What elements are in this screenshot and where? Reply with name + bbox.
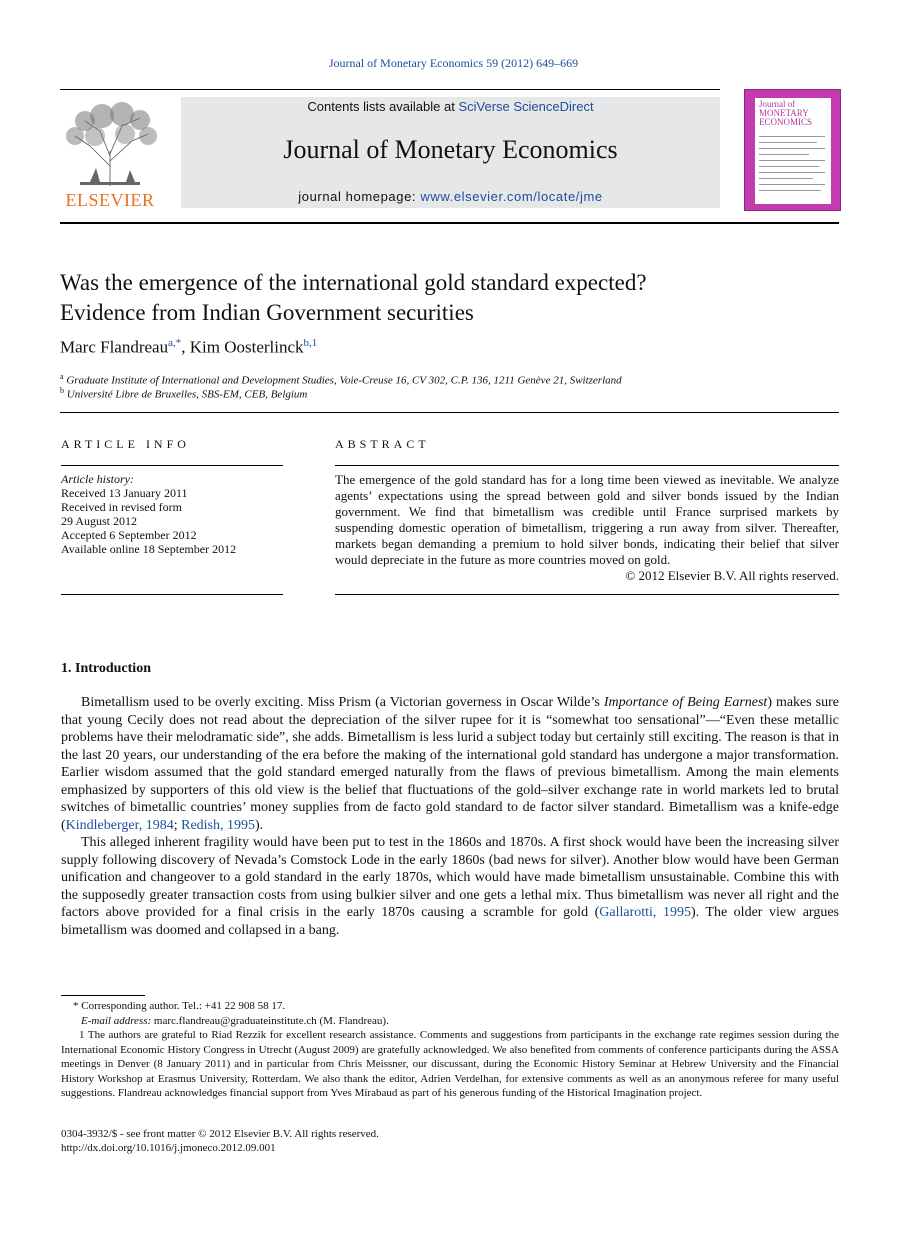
- history-item: 29 August 2012: [61, 514, 138, 528]
- abstract-heading: ABSTRACT: [335, 437, 430, 451]
- journal-citation[interactable]: Journal of Monetary Economics 59 (2012) 649–669: [328, 56, 579, 70]
- article-history: [61, 472, 283, 556]
- affiliation-text: Graduate Institute of International and Development Studies, Voie-Creuse 16, CV 302, C.P. 136, 1211 Genève 21, Switzerland: [66, 374, 622, 387]
- article-title: [60, 268, 850, 328]
- introduction-body: [61, 694, 839, 939]
- contents-prefix: Contents lists available at: [307, 99, 459, 114]
- elsevier-logo: [60, 96, 160, 210]
- homepage-line: [181, 189, 720, 204]
- front-matter: [61, 1127, 561, 1155]
- history-item: Available online 18 September 2012: [61, 542, 237, 556]
- email-address[interactable]: marc.flandreau@graduateinstitute.ch (M. Flandreau).: [153, 1014, 389, 1027]
- cover-title-line2: MONETARY: [759, 108, 809, 118]
- abstract-body: [335, 472, 839, 584]
- paragraph: [61, 834, 839, 939]
- citation-link[interactable]: Kindleberger, 1984: [65, 817, 174, 833]
- abstract-copyright: © 2012 Elsevier B.V. All rights reserved.: [625, 568, 839, 583]
- history-item: Received 13 January 2011: [61, 486, 188, 500]
- sciencedirect-link[interactable]: SciVerse ScienceDirect: [458, 99, 594, 114]
- affiliation: [60, 384, 840, 402]
- author-marks[interactable]: a,*: [168, 337, 182, 349]
- text-run: ).: [255, 817, 264, 833]
- abstract-text: The emergence of the gold standard has for a long time been viewed as inevitable. We analyze agents’ expectations using the spread between gold and silver bonds issued by the Indian government. We find that bimetallism was credible until France surprised markets by suspending domestic operation of bimetallism, triggering a run away from silver. Thereafter, markets began demanding a premium to hold silver bonds, indicating their belief that silver would depreciate in the future as more countries moved on gold.: [335, 472, 839, 567]
- title-line-1: Was the emergence of the international gold standard expected?: [60, 270, 647, 295]
- publisher-name: ELSEVIER: [65, 190, 155, 210]
- italic-title: Importance of Being Earnest: [603, 695, 768, 710]
- footnote-rule: [61, 995, 145, 996]
- header-top-rule: [60, 89, 720, 90]
- text-run: ). The older view argues bimetallism was doomed and collapsed in a bang.: [61, 905, 839, 938]
- text-run: ;: [173, 817, 182, 833]
- author-name: Kim Oosterlinck: [189, 337, 304, 357]
- citation-link[interactable]: Gallarotti, 1995: [599, 905, 691, 920]
- history-item: Accepted 6 September 2012: [61, 528, 197, 542]
- text-run: Bimetallism used to be overly exciting. Miss Prism (a Victorian governess in Oscar Wilde’s: [81, 695, 604, 710]
- homepage-prefix: journal homepage:: [298, 189, 421, 204]
- article-info-heading: ARTICLE INFO: [61, 437, 190, 451]
- footnotes: [61, 999, 839, 1101]
- doi-link[interactable]: http://dx.doi.org/10.1016/j.jmoneco.2012.09.001: [61, 1142, 276, 1154]
- cover-title-line1: Journal of: [759, 99, 796, 109]
- text-run: ) makes sure that young Cecily does not read about the depreciation of the silver rupee for it is “somewhat too sensational”—“Even these metallic problems have their melodramatic side”, she adds. Bimetallism is less lurid a subject today but certainly still exciting. The reason is that in the last 20 years, our understanding of the era before the making of the international gold standard has undergone a major transformation. Earlier wisdom assumed that the gold standard emerged naturally from the flaws of previous bimetallism. Among the main elements emphasized by supporters of this old view is the belief that fluctuations of the gold–silver exchange rate in world markets led to brutal switches of bimetallic countries’ money supplies from de facto gold standard to de factor silver standard. Bimetallism was a knife-edge (: [61, 695, 839, 833]
- footnote-1: 1 The authors are grateful to Riad Rezzik for excellent research assistance. Comments and suggestions from participants in the exchange rate regimes session during the International Economic History Congress in Utrecht (August 2009) are gratefully acknowledged. We also benefited from comments of conference participants during the ASSA meetings in Denver (8 January 2011) and in particular from Chris Meissner, our discussant, during the Economic History Seminar at Hebrew University and the Financial History Workshop at Erasmus University, Rotterdam. We also thank the editor, Adrien Verdelhan, for extensive comments as well as an anonymous referee for many useful suggestions. Flandreau acknowledges financial support from Yves Mirabaud as part of his generous funding of the Historical Imagination project.: [61, 1029, 839, 1099]
- history-label: Article history:: [61, 472, 134, 486]
- affiliation-mark: a: [60, 372, 64, 381]
- author-list: [60, 337, 317, 358]
- affiliation-text: Université Libre de Bruxelles, SBS-EM, CEB, Belgium: [66, 388, 308, 401]
- email-label: E-mail address:: [81, 1014, 154, 1027]
- divider: [335, 465, 839, 466]
- footnote-corresponding: * Corresponding author. Tel.: +41 22 908 58 17.: [73, 1000, 286, 1012]
- homepage-link[interactable]: www.elsevier.com/locate/jme: [420, 189, 603, 204]
- divider: [60, 412, 839, 413]
- author-marks[interactable]: b,1: [303, 337, 318, 349]
- divider: [335, 594, 839, 595]
- citation-link[interactable]: Redish, 1995: [181, 817, 255, 833]
- contents-line: [181, 99, 720, 114]
- paragraph: [61, 694, 839, 834]
- text-run: This alleged inherent fragility would have been put to test in the 1860s and 1870s. A first shock would have been the increasing silver supply following discovery of Nevada’s Comstock Lode in the early 1860s (bad news for silver). Another blow would have been German unification and changeover to a gold standard in the early 1870s, which would have made bimetallism unsustainable. Combine this with the supposedly greater transaction costs from using bulkier silver and one gets a lethal mix. Thus bimetallism was never all right and the factors above provided for a final crisis in the early 1870s causing a scramble for gold (: [61, 835, 839, 920]
- footnote-email: [61, 1014, 839, 1029]
- divider: [61, 465, 283, 466]
- author-name: Marc Flandreau: [60, 337, 169, 357]
- history-item: Received in revised form: [61, 500, 182, 514]
- cover-title-line3: ECONOMICS: [759, 117, 813, 127]
- issn-line: 0304-3932/$ - see front matter © 2012 Elsevier B.V. All rights reserved.: [61, 1128, 379, 1140]
- author-separator: ,: [181, 337, 190, 357]
- affiliation-mark: b: [60, 386, 64, 395]
- journal-header-box: [181, 97, 720, 208]
- title-line-2: Evidence from Indian Government securities: [60, 300, 474, 325]
- journal-cover-image: [744, 89, 841, 211]
- header-bottom-rule: [60, 222, 839, 224]
- journal-title: Journal of Monetary Economics: [283, 135, 618, 164]
- cover-title: [759, 100, 829, 127]
- divider: [61, 594, 283, 595]
- section-heading-introduction: 1. Introduction: [61, 661, 151, 676]
